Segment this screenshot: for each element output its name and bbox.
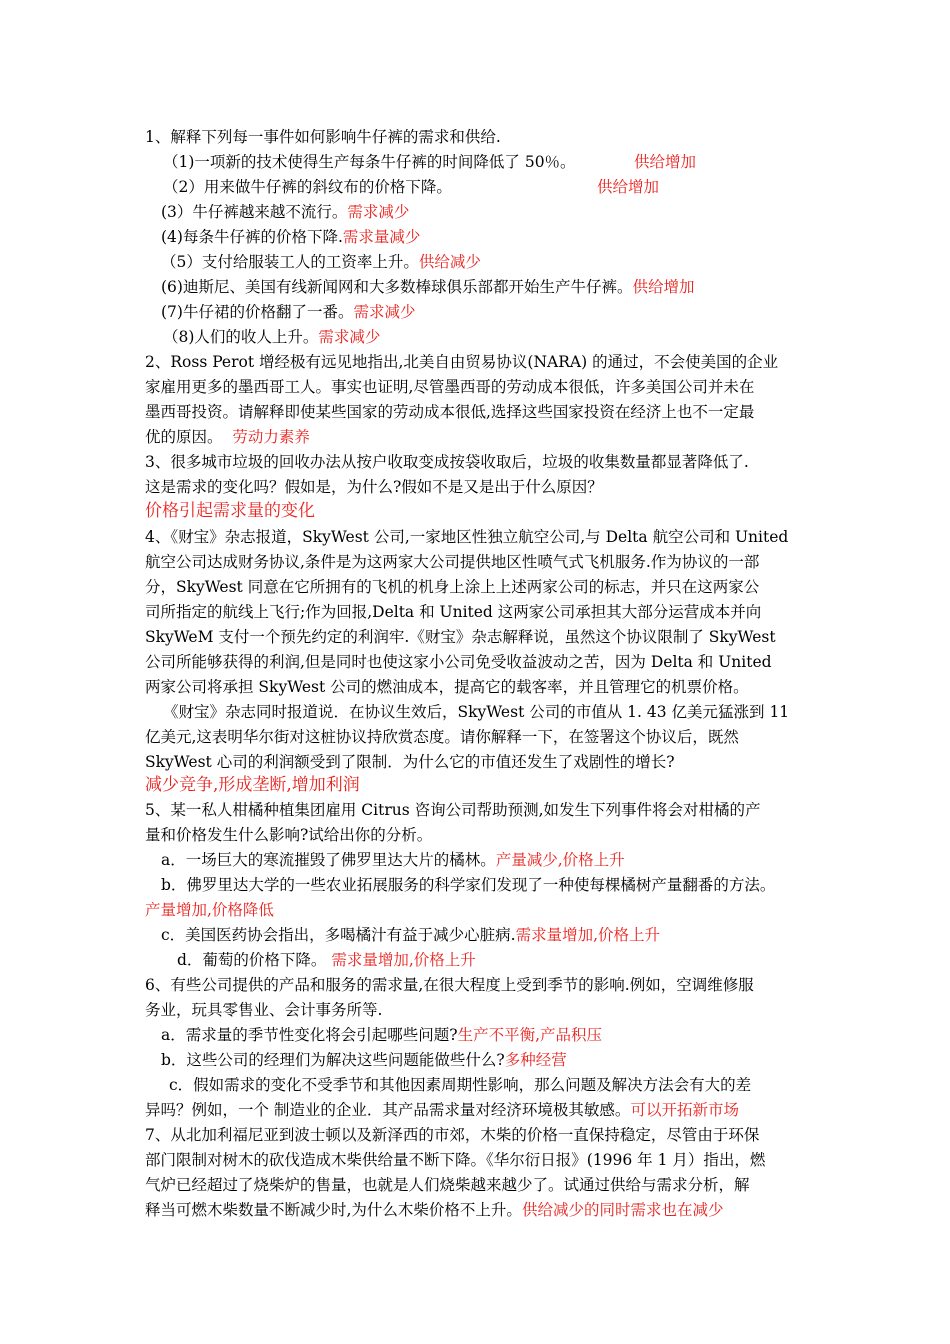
q1-item-3: (3）牛仔裤越来越不流行。需求减少	[161, 203, 410, 221]
q5-answer-d: 需求量增加,价格上升	[331, 951, 476, 969]
q4-line-4: 司所指定的航线上飞行;作为回报,Delta 和 United 这两家公司承担其大部分运营成本并向	[145, 603, 762, 621]
q2-answer: 劳动力素养	[232, 428, 310, 446]
q1-answer-2: 供给增加	[597, 178, 660, 196]
q3-line-2: 这是需求的变化吗？假如是，为什么?假如不是又是出于什么原因？	[145, 478, 603, 496]
q4-line-5: SkyWeM 支付一个预先约定的利润牢.《财宝》杂志解释说，虽然这个协议限制了 SkyWest	[145, 628, 776, 646]
q1-answer-7: 需求减少	[353, 303, 416, 321]
q1-answer-4: 需求量减少	[342, 228, 421, 246]
q6-line-2: 务业，玩具零售业、会计事务所等.	[145, 1001, 383, 1019]
q5-answer-c: 需求量增加,价格上升	[515, 926, 661, 944]
q1-answer-1: 供给增加	[634, 153, 697, 171]
q1-item-7: (7)牛仔裙的价格翻了一番。需求减少	[161, 303, 416, 321]
q4-answer: 减少竞争,形成垄断,增加利润	[145, 775, 360, 795]
q1-answer-8: 需求减少	[318, 328, 381, 346]
q4-line-1: 4、《财宝》杂志报道，SkyWest 公司,一家地区性独立航空公司,与 Delta 航空公司和 United	[145, 528, 789, 546]
q1-item-8: （8)人们的收人上升。需求减少	[163, 328, 381, 346]
q5-answer-a: 产量减少,价格上升	[495, 851, 625, 869]
q2-line-3: 墨西哥投资。请解释即使某些国家的劳动成本很低,选择这些国家投资在经济上也不一定最	[145, 403, 755, 421]
q5-item-d: d．葡萄的价格下降。 需求量增加,价格上升	[177, 951, 476, 969]
q4-line-6: 公司所能够获得的利润,但是同时也使这家小公司免受收益波动之苦，因为 Delta 和 United	[145, 653, 772, 671]
q7-answer: 供给减少的同时需求也在减少	[521, 1201, 724, 1219]
q1-item-6: (6)迪斯尼、美国有线新闻网和大多数棒球俱乐部都开始生产牛仔裤。供给增加	[161, 278, 695, 296]
q1-answer-6: 供给增加	[632, 278, 695, 296]
q4-line-3: 分，SkyWest 同意在它所拥有的飞机的机身上涂上上述两家公司的标志，并只在这两家公	[145, 578, 760, 596]
q1-title: 1、解释下列每一事件如何影响牛仔裤的需求和供给.	[145, 128, 501, 146]
q1-answer-5: 供给减少	[418, 253, 481, 271]
q1-item-5: （5）支付给服装工人的工资率上升。供给减少	[161, 253, 481, 271]
q1-item-2: （2）用来做牛仔裤的斜纹布的价格下降。	[163, 178, 452, 196]
q2-line-1: 2、Ross Perot 增经极有远见地指出,北美自由贸易协议(NARA) 的通过，不会使美国的企业	[145, 353, 779, 371]
q6-answer-a: 生产不平衡,产品积压	[457, 1026, 602, 1044]
q2-line-2: 家雇用更多的墨西哥工人。事实也证明,尽管墨西哥的劳动成本很低，许多美国公司并未在	[145, 378, 755, 396]
q6-item-c-line-1: c．假如需求的变化不受季节和其他因素周期性影响，那么问题及解决方法会有大的差	[169, 1076, 752, 1094]
q7-line-1: 7、从北加利福尼亚到波士顿以及新泽西的市郊，木柴的价格一直保持稳定，尽管由于环保	[145, 1126, 760, 1144]
q7-line-3: 气炉已经超过了烧柴炉的售量，也就是人们烧柴越来越少了。试通过供给与需求分析，解	[145, 1176, 750, 1194]
q7-line-2: 部门限制对树木的砍伐造成木柴供给量不断下降。《华尔衍日报》(1996 年 1 月）指出，燃	[145, 1151, 766, 1169]
q1-item-1: （1)一项新的技术使得生产每条牛仔裤的时间降低了 50％。	[163, 153, 576, 171]
q4-line-7: 两家公司将承担 SkyWest 公司的燃油成本，提高它的载客率，并且管理它的机票价格。	[145, 678, 749, 696]
q4-line-9: 亿美元,这表明华尔街对这桩协议持欣赏态度。请你解释一下，在签署这个协议后，既然	[145, 728, 739, 746]
q5-answer-b: 产量增加,价格降低	[145, 901, 274, 919]
q5-line-2: 量和价格发生什么影响?试给出你的分析。	[145, 826, 433, 844]
q1-answer-3: 需求减少	[347, 203, 410, 221]
q6-item-c-line-2: 异吗？例如，一个 制造业的企业．其产品需求量对经济环境极其敏感。可以开拓新市场	[145, 1101, 739, 1119]
q6-item-a: a．需求量的季节性变化将会引起哪些问题?生产不平衡,产品积压	[161, 1026, 602, 1044]
q3-answer: 价格引起需求量的变化	[145, 501, 315, 521]
q5-item-c: c．美国医药协会指出，多喝橘汁有益于减少心脏病.需求量增加,价格上升	[161, 926, 661, 944]
q3-line-1: 3、很多城市垃圾的回收办法从按户收取变成按袋收取后，垃圾的收集数量都显著降低了.	[145, 453, 749, 471]
q1-item-4: (4)每条牛仔裤的价格下降.需求量减少	[161, 228, 421, 246]
q4-line-8: 《财宝》杂志同时报道说．在协议生效后，SkyWest 公司的市值从 1. 43 亿美元猛涨到 11	[163, 703, 790, 721]
q4-line-10: SkyWest 心司的利润额受到了限制．为什么它的市值还发生了戏剧性的增长?	[145, 753, 675, 771]
q5-item-a: a．一场巨大的寒流摧毁了佛罗里达大片的橘林。产量减少,价格上升	[161, 851, 625, 869]
q4-line-2: 航空公司达成财务协议,条件是为这两家大公司提供地区性喷气式飞机服务.作为协议的一部	[145, 553, 760, 571]
q6-item-b: b．这些公司的经理们为解决这些问题能做些什么?多种经营	[161, 1051, 567, 1069]
q2-line-4: 优的原因。 劳动力素养	[145, 428, 310, 446]
q6-answer-b: 多种经营	[504, 1051, 567, 1069]
q6-answer-c: 可以开拓新市场	[630, 1101, 739, 1119]
q5-line-1: 5、某一私人柑橘种植集团雇用 Citrus 咨询公司帮助预测,如发生下列事件将会对柑橘的产	[145, 801, 761, 819]
q5-item-b: b．佛罗里达大学的一些农业拓展服务的科学家们发现了一种使每棵橘树产量翻番的方法。	[161, 876, 776, 894]
q7-line-4: 释当可燃木柴数量不断减少时,为什么木柴价格不上升。供给减少的同时需求也在减少	[145, 1201, 724, 1219]
q6-line-1: 6、有些公司提供的产品和服务的需求量,在很大程度上受到季节的影响.例如，空调维修服	[145, 976, 754, 994]
